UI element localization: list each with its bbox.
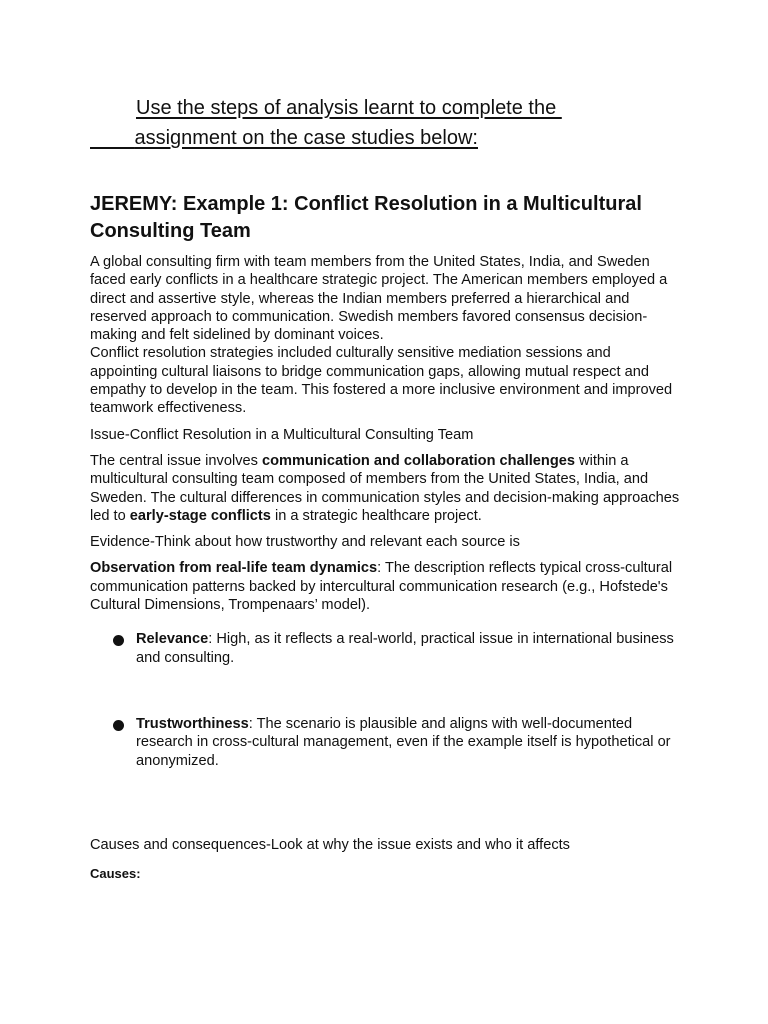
instruction-line-2-text: assignment on the case studies below: [134,127,478,149]
observation-paragraph [90,559,682,614]
bullet-relevance-text: : High, as it reflects a real-world, practical issue in international business and consulting. [136,631,674,666]
instruction-line-1: Use the steps of analysis learnt to complete the [136,97,562,119]
observation-text: : The description reflects typical cross-cultural communication patterns backed by intercultural communication research (e.g., Hofstede's Cultural Dimensions, Trompenaars’ model). [90,560,673,614]
issue-text-part-3: in a strategic healthcare project. [270,507,482,524]
bullet-trustworthiness [90,715,682,770]
issue-text-bold-2: early-stage conflicts [129,507,271,524]
causes-label: Causes: [90,866,141,882]
observation-bold: Observation from real-life team dynamics [90,560,378,577]
bullet-trustworthiness-bold: Trustworthiness [136,715,249,732]
issue-label: Issue-Conflict Resolution in a Multicultural Consulting Team [90,426,474,443]
instruction-line-2-indent [90,127,134,149]
bullet-relevance-bold: Relevance [136,631,209,648]
causes-intro: Causes and consequences-Look at why the issue exists and who it affects [90,836,570,853]
bullet-dot-icon [113,635,124,646]
issue-text-part-2: within a multicultural consulting team composed of members from the United States, India, and Sweden. The cultural differences in communication styles and decision-making approaches led to [90,452,680,524]
case-study-content [90,191,682,894]
bullet-trustworthiness-text: : The scenario is plausible and aligns with well-documented research in cross-cultural management, even if the example itself is hypothetical or anonymized. [136,715,671,769]
evidence-label: Evidence-Think about how trustworthy and relevant each source is [90,534,520,551]
summary-paragraph-1: A global consulting firm with team members from the United States, India, and Sweden faced early conflicts in a healthcare strategic project. The American members employed a direct and assertive style, whereas the Indian members preferred a hierarchical and reserved approach to communication. Swedish members favored consensus decision-making and felt sidelined by dominant voices. [90,254,668,344]
bullet-relevance [90,630,682,667]
assignment-instruction [90,93,650,153]
issue-text-part-1: The central issue involves [90,452,262,469]
evidence-bullet-list [90,630,682,769]
issue-paragraph [90,452,682,525]
issue-text-bold-1: communication and collaboration challenges [261,452,575,469]
summary-paragraph-2: Conflict resolution strategies included culturally sensitive mediation sessions and appointing cultural liaisons to bridge communication gaps, allowing mutual respect and empathy to develop in the team. This fostered a more inclusive environment and improved teamwork effectiveness. [90,345,673,417]
bullet-dot-icon [113,720,124,731]
instruction-line-2 [90,123,650,153]
example-heading: JEREMY: Example 1: Conflict Resolution in a Multicultural Consulting Team [90,193,642,242]
